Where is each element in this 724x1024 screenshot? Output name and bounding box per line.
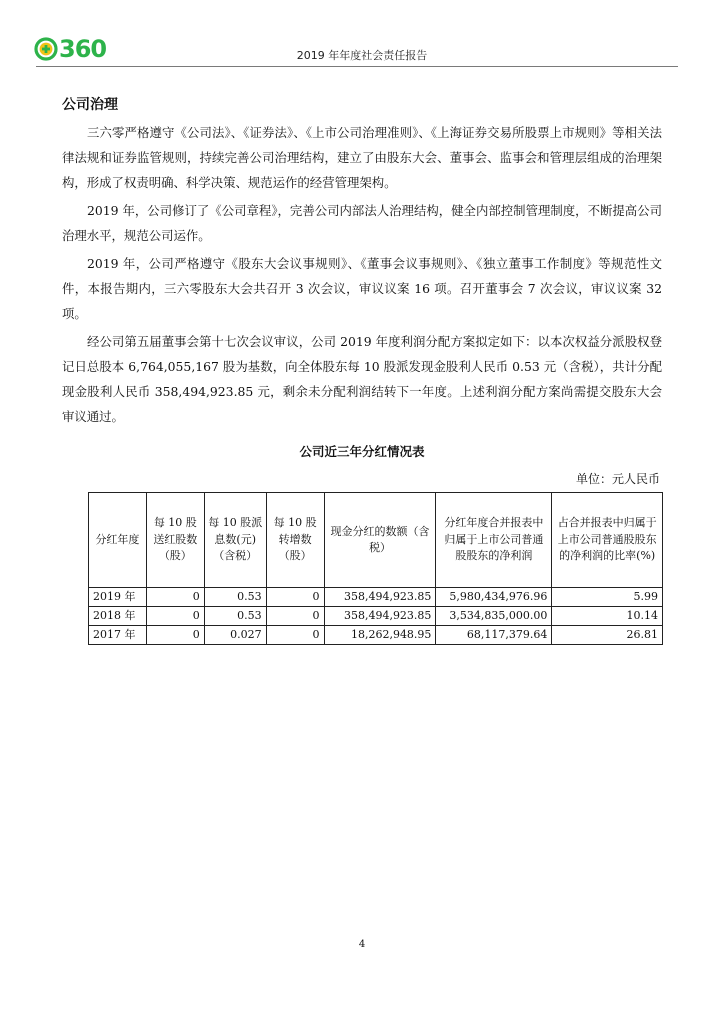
table-cell: 0 bbox=[266, 588, 324, 607]
header-cell: 每 10 股转增数（股） bbox=[266, 493, 324, 588]
header-cell: 每 10 股送红股数（股） bbox=[146, 493, 204, 588]
unit-label: 单位：元人民币 bbox=[575, 472, 660, 486]
header-cell: 每 10 股派息数(元)（含税） bbox=[204, 493, 266, 588]
table-cell: 10.14 bbox=[552, 607, 663, 626]
table-row bbox=[89, 607, 663, 626]
table-cell: 0 bbox=[146, 626, 204, 645]
logo-text: 360 bbox=[59, 35, 107, 63]
report-title: 2019 年年度社会责任报告 bbox=[296, 49, 428, 62]
table-cell: 358,494,923.85 bbox=[324, 607, 436, 626]
table-cell: 2019 年 bbox=[89, 588, 147, 607]
table-cell: 0 bbox=[146, 607, 204, 626]
table-row bbox=[89, 626, 663, 645]
table-cell: 68,117,379.64 bbox=[436, 626, 552, 645]
table-cell: 0 bbox=[266, 607, 324, 626]
table-cell: 18,262,948.95 bbox=[324, 626, 436, 645]
table-row bbox=[89, 588, 663, 607]
table-cell: 5,980,434,976.96 bbox=[436, 588, 552, 607]
table-cell: 5.99 bbox=[552, 588, 663, 607]
page-number: 4 bbox=[358, 939, 366, 950]
header-cell: 分红年度 bbox=[89, 493, 147, 588]
dividend-table bbox=[88, 492, 663, 645]
table-cell: 3,534,835,000.00 bbox=[436, 607, 552, 626]
table-cell: 0.53 bbox=[204, 607, 266, 626]
table-title: 公司近三年分红情况表 bbox=[299, 444, 425, 459]
table-cell: 358,494,923.85 bbox=[324, 588, 436, 607]
header-cell: 分红年度合并报表中归属于上市公司普通股股东的净利润 bbox=[436, 493, 552, 588]
header-divider bbox=[36, 66, 678, 67]
table-cell: 0 bbox=[266, 626, 324, 645]
table-cell: 0.027 bbox=[204, 626, 266, 645]
paragraph: 经公司第五届董事会第十七次会议审议，公司 2019 年度利润分配方案拟定如下：以本次权益分派股权登记日总股本 6,764,055,167 股为基数，向全体股东每 10 股派发现金股利人民币 0.53 元（含税），共计分配现金股利人民币 358,494,923.85 元，剩余未分配利润结转下一年度。上述利润分配方案尚需提交股东大会审议通过。 bbox=[62, 334, 662, 424]
paragraph: 三六零严格遵守《公司法》、《证券法》、《上市公司治理准则》、《上海证券交易所股票上市规则》等相关法律法规和证券监管规则，持续完善公司治理结构，建立了由股东大会、董事会、监事会和管理层组成的治理架构，形成了权责明确、科学决策、规范运作的经营管理架构。 bbox=[62, 125, 662, 190]
table-cell: 0 bbox=[146, 588, 204, 607]
table-header-row bbox=[89, 493, 663, 588]
table-cell: 2017 年 bbox=[89, 626, 147, 645]
section-body bbox=[62, 120, 662, 432]
table-cell: 26.81 bbox=[552, 626, 663, 645]
header-cell: 现金分红的数额（含税） bbox=[324, 493, 436, 588]
table-cell: 2018 年 bbox=[89, 607, 147, 626]
paragraph: 2019 年，公司严格遵守《股东大会议事规则》、《董事会议事规则》、《独立董事工作制度》等规范性文件，本报告期内，三六零股东大会共召开 3 次会议，审议议案 16 项。召开董事会 7 次会议，审议议案 32 项。 bbox=[62, 256, 662, 321]
paragraph: 2019 年，公司修订了《公司章程》，完善公司内部法人治理结构，健全内部控制管理制度，不断提高公司治理水平，规范公司运作。 bbox=[62, 203, 662, 243]
section-heading: 公司治理 bbox=[62, 97, 118, 113]
header-cell: 占合并报表中归属于上市公司普通股股东的净利润的比率(%) bbox=[552, 493, 663, 588]
table-cell: 0.53 bbox=[204, 588, 266, 607]
